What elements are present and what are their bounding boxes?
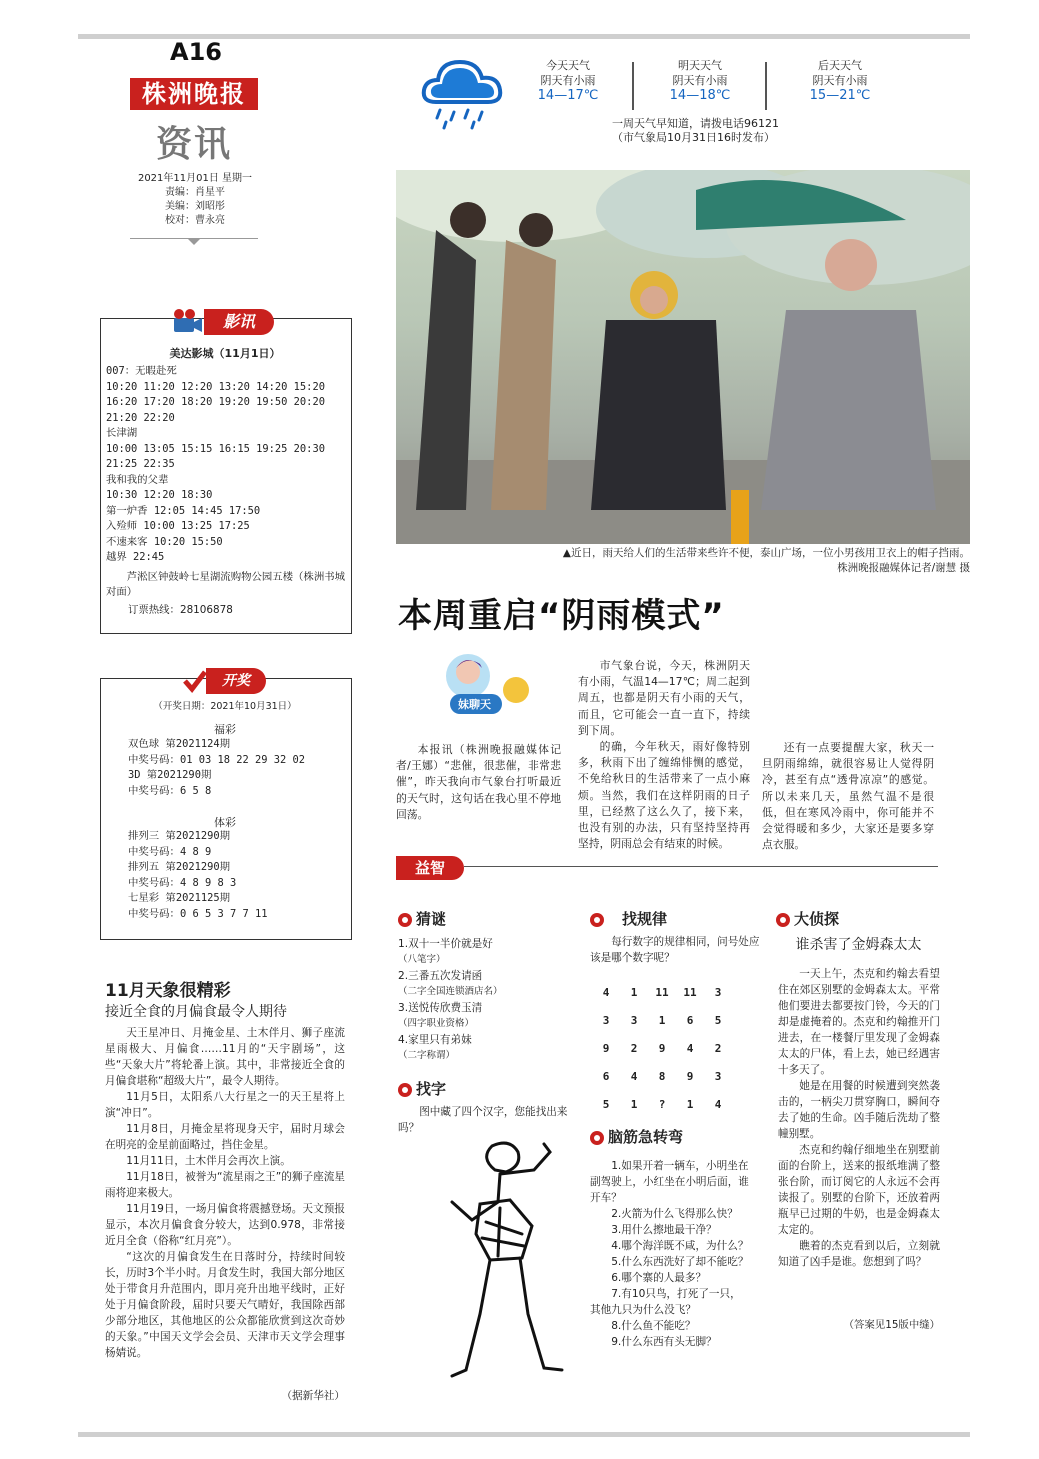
weather-temp: 15—21℃ (809, 88, 871, 103)
detective-heading (776, 908, 839, 929)
article-headline: 本周重启“阴雨模式” (398, 596, 725, 636)
lottery-line: 双色球 第2021124期 (128, 738, 230, 750)
divider-notch (187, 238, 201, 245)
grid-cell: 3 (714, 1069, 722, 1083)
showtime-line: 10:30 12:20 18:30 (106, 489, 213, 501)
cinema-label: 影讯 (204, 309, 274, 335)
article-col-2 (578, 658, 750, 852)
film-camera-icon (170, 308, 204, 336)
lottery-line: 排列五 第2021290期 (128, 861, 230, 873)
grid-cell: 6 (602, 1069, 610, 1083)
showtime-line: 长津湖 (106, 427, 138, 439)
riddles-list (398, 936, 568, 1064)
editor-credits (130, 172, 260, 228)
grid-cell: 4 (630, 1069, 638, 1083)
article-paragraph: 的确，今年秋天，雨好像特别多，秋雨下出了缠绵悱恻的感觉，不免给秋日的生活带来了一点小麻烦。当然，我们在这样阴雨的日子里，已经熬了这么久了，接下来，也没有别的办法，只有坚持坚持再坚持，阴雨总会有结束的时候。 (578, 740, 750, 851)
lottery-date: （开奖日期：2021年10月31日） (153, 701, 297, 712)
find-title: 找字 (416, 1080, 447, 1098)
divider (765, 62, 767, 110)
brain-question: 8.什么鱼不能吃？ (611, 1320, 696, 1332)
astro-paragraph: 天王星冲日、月掩金星、土木伴月、狮子座流星雨极大、月偏食……11月的“天宇剧场”，这些“天象大片”将轮番上演。其中，非常接近全食的月偏食堪称“超级大片”，最令人期待。 (105, 1027, 345, 1087)
weather-tomorrow (640, 58, 760, 103)
riddle-line: 2.三番五次发请函 (398, 970, 483, 982)
grid-cell: 11 (683, 985, 697, 999)
grid-cell: 4 (686, 1041, 694, 1055)
article-paragraph: 还有一点要提醒大家，秋天一旦阴雨绵绵，就很容易让人觉得阴冷，甚至有点“透骨凉凉”的感觉。所以未来几天，虽然气温不是很低，但在寒风冷雨中，你可能并不会觉得暖和多少，大家还是要多穿点衣服。 (762, 741, 934, 852)
weather-hotline (612, 117, 779, 145)
issue-date: 2021年11月01日 星期一 (137, 173, 253, 184)
grid-row (592, 1062, 732, 1090)
hidden-characters-figure (440, 1138, 570, 1408)
astro-title: 11月天象很精彩 (105, 981, 231, 1001)
weather-source: （市气象局10月31日16时发布） (612, 131, 775, 144)
brain-question: 6.哪个寨的人最多？ (611, 1272, 707, 1284)
showtime-line: 第一炉香 12:05 14:45 17:50 (106, 504, 261, 517)
grid-cell: 1 (630, 985, 638, 999)
grid-cell: 1 (686, 1097, 694, 1111)
column-name: 妹聊天 (458, 698, 491, 711)
astro-source: （据新华社） (281, 1390, 345, 1402)
detective-paragraph: 瞧着的杰克看到以后，立刻就知道了凶手是谁。您想到了吗？ (778, 1240, 940, 1268)
lottery-line: 中奖号码：4 8 9 (128, 845, 212, 858)
grid-row (592, 1090, 732, 1118)
brain-heading (590, 1126, 683, 1147)
hotline-text: 一周天气早知道，请拨电话96121 (612, 117, 779, 130)
brain-question: 1.如果开着一辆车，小明坐在副驾驶上，小红坐在小明后面，谁开车？ (590, 1160, 749, 1204)
proofreader: 校对：曹永亮 (165, 215, 225, 226)
showtime-line: 10:20 11:20 12:20 13:20 14:20 15:20 (106, 380, 325, 393)
cinema-header (170, 306, 280, 338)
article-col-1 (396, 742, 561, 823)
article-paragraph: 市气象台说，今天，株洲阴天有小雨，气温14—17℃；周二起到周五，也都是阴天有小雨的天气，而且，它可能会一直一直下，持续到下周。 (578, 659, 750, 737)
lottery-line: 3D 第2021290期 (128, 769, 212, 781)
brain-list (590, 1158, 750, 1350)
lottery-line: 中奖号码：0 6 5 3 7 7 11 (128, 907, 268, 920)
grid-cell: 4 (602, 985, 610, 999)
fucai-results (128, 737, 348, 799)
showtime-line: 入殓师 10:00 13:25 17:25 (106, 520, 250, 532)
newspaper-logo: 株洲晚报 (130, 78, 258, 110)
article-paragraph: 本报讯（株洲晚报融媒体记者/王娜）“悲催，很悲催，非常悲催”，昨天我向市气象台打听最近的天气时，这句话在我心里不停地回荡。 (396, 743, 561, 821)
grid-cell: 3 (714, 985, 722, 999)
showtime-line: 10:00 13:05 15:15 16:15 19:25 20:30 (106, 442, 325, 455)
pattern-heading (590, 908, 667, 929)
lottery-fucai: 福彩 (214, 723, 236, 736)
astro-paragraph: 11月11日，土木伴月会再次上演。 (126, 1155, 291, 1167)
showtime-line: 21:20 22:20 (106, 411, 175, 424)
riddles-heading (398, 908, 446, 929)
divider (632, 62, 634, 110)
grid-cell: 5 (714, 1013, 722, 1027)
puzzle-label: 益智 (396, 856, 464, 880)
grid-row (592, 1006, 732, 1034)
bullet-icon (398, 913, 412, 927)
lottery-line: 排列三 第2021290期 (128, 830, 230, 842)
showtime-line: 21:25 22:35 (106, 458, 175, 470)
find-heading (398, 1078, 446, 1099)
grid-cell: 2 (630, 1041, 638, 1055)
ticai-results (128, 829, 348, 922)
astro-paragraph: 11月18日，被誉为“流星雨之王”的狮子座流星雨将迎来极大。 (105, 1171, 345, 1199)
detective-paragraph: 杰克和约翰仔细地坐在别墅前面的台阶上，送来的报纸堆满了整张台阶，而订阅它的人永远不会再读报了。别墅的台阶下，还放着两瓶早已过期的牛奶，也是金姆森太太定的。 (778, 1144, 940, 1236)
bullet-icon (398, 1083, 412, 1097)
brain-title: 脑筋急转弯 (608, 1128, 684, 1146)
detective-subtitle: 谁杀害了金姆森太太 (795, 937, 922, 953)
news-photo (396, 170, 970, 544)
weather-after (780, 58, 900, 103)
weather-desc: 阴天有小雨 (540, 74, 596, 87)
grid-cell: 9 (602, 1041, 610, 1055)
showtime-line: 我和我的父辈 (106, 473, 169, 486)
lottery-line: 中奖号码：4 8 9 8 3 (128, 876, 237, 889)
grid-row (592, 978, 732, 1006)
weather-temp: 14—17℃ (537, 88, 599, 103)
brain-question: 9.什么东西有头无脚？ (611, 1336, 717, 1348)
answer-note: （答案见15版中缝） (843, 1319, 940, 1331)
showtimes (106, 364, 348, 566)
astro-body (105, 1025, 345, 1361)
divider (464, 866, 938, 867)
detective-body (778, 966, 940, 1270)
bottom-rule (78, 1432, 970, 1437)
editor: 责编：肖星平 (165, 187, 225, 198)
detective-paragraph: 她是在用餐的时候遭到突然袭击的，一柄尖刀贯穿胸口，瞬间夺去了她的生命。凶手随后洗劫了整幢别墅。 (778, 1080, 940, 1140)
riddle-line: 4.家里只有弟妹 (398, 1034, 472, 1046)
bullet-icon (590, 1131, 604, 1145)
photo-credit: 株洲晚报融媒体记者/谢慧 摄 (837, 562, 970, 574)
weather-temp: 14—18℃ (669, 88, 731, 103)
brain-question: 7.有10只鸟，打死了一只，其他九只为什么没飞？ (590, 1288, 741, 1316)
bullet-icon (590, 913, 604, 927)
weather-desc: 阴天有小雨 (812, 74, 868, 87)
grid-cell: 3 (630, 1013, 638, 1027)
grid-cell: 1 (658, 1013, 666, 1027)
grid-cell: 11 (655, 985, 669, 999)
lottery-line: 中奖号码：01 03 18 22 29 32 02 (128, 753, 306, 766)
showtime-line: 越界 22:45 (106, 551, 165, 563)
lottery-line: 中奖号码：6 5 8 (128, 784, 212, 797)
grid-cell: 3 (602, 1013, 610, 1027)
astro-paragraph: 11月8日，月掩金星将现身天宇，届时月球会在明亮的金星前面略过，挡住金星。 (105, 1123, 345, 1151)
bullet-icon (776, 913, 790, 927)
astro-paragraph: 11月19日，一场月偏食将震撼登场。天文预报显示，本次月偏食食分较大，达到0.978，非常接近月全食（俗称“红月亮”）。 (105, 1203, 345, 1247)
find-text: 图中藏了四个汉字，您能找出来吗？ (398, 1106, 568, 1134)
riddle-line: （八笔字） (398, 954, 446, 965)
brain-question: 4.哪个海洋既不咸，为什么？ (611, 1240, 749, 1252)
cinema-address: 芦淞区钟鼓岭七星湖流购物公园五楼（株洲书城对面） (106, 571, 345, 598)
brain-question: 5.什么东西洗好了却不能吃？ (611, 1256, 749, 1268)
riddle-line: （二字称谓） (398, 1050, 456, 1061)
lottery-line: 七星彩 第2021125期 (128, 892, 230, 904)
riddle-line: （四字职业资格） (398, 1018, 475, 1029)
brain-question: 2.火箭为什么飞得那么快？ (611, 1208, 738, 1220)
weather-label: 后天天气 (818, 59, 862, 72)
page-number: A16 (170, 38, 222, 66)
pattern-title: 找规律 (622, 910, 668, 928)
riddle-line: 3.送悦传欣费玉清 (398, 1002, 483, 1014)
showtime-line: 007：无暇赴死 (106, 365, 177, 377)
grid-cell: 4 (714, 1097, 722, 1111)
riddles-title: 猜谜 (416, 910, 447, 928)
column-badge (420, 650, 530, 722)
checkmark-icon (182, 668, 208, 694)
lottery-label: 开奖 (206, 668, 266, 694)
brain-question: 3.用什么擦地最干净？ (611, 1224, 717, 1236)
rain-cloud-icon (418, 52, 508, 132)
pattern-text: 每行数字的规律相同，问号处应该是哪个数字呢？ (590, 936, 760, 964)
grid-cell: 9 (658, 1041, 666, 1055)
number-grid (592, 978, 732, 1118)
grid-row (592, 1034, 732, 1062)
weather-desc: 阴天有小雨 (672, 74, 728, 87)
grid-cell: 6 (686, 1013, 694, 1027)
astro-paragraph: 11月5日，太阳系八大行星之一的天王星将上演“冲日”。 (105, 1091, 345, 1119)
grid-cell: 2 (714, 1041, 722, 1055)
astro-subtitle: 接近全食的月偏食最令人期待 (105, 1004, 287, 1020)
detective-title: 大侦探 (794, 910, 840, 928)
designer: 美编：刘昭彤 (165, 201, 225, 212)
weather-today (508, 58, 628, 103)
caption-text: ▲近日，雨天给人们的生活带来些许不便，泰山广场，一位小男孩用卫衣上的帽子挡雨。 (562, 547, 970, 559)
lottery-ticai: 体彩 (214, 816, 236, 829)
riddle-line: （二字全国连锁酒店名） (398, 986, 503, 997)
grid-cell: ? (658, 1097, 666, 1111)
photo-caption (520, 546, 970, 576)
grid-cell: 1 (630, 1097, 638, 1111)
cinema-title: 美达影城（11月1日） (169, 347, 281, 360)
lottery-header (182, 666, 272, 696)
weather-label: 明天天气 (678, 59, 722, 72)
grid-cell: 8 (658, 1069, 666, 1083)
showtime-line: 不速来客 10:20 15:50 (106, 535, 223, 548)
astro-paragraph: “这次的月偏食发生在日落时分，持续时间较长，历时3个半小时。月食发生时，我国大部分地区处于带食月升范围内，即月亮升出地平线时，正好处于月偏食阶段，届时只要天气晴好，我国除西部少部分地区，其他地区的公众都能欣赏到这次奇妙的天象。”中国天文学会会员、天津市天文学会理事杨婧说。 (105, 1251, 345, 1359)
grid-cell: 5 (602, 1097, 610, 1111)
article-col-3 (762, 740, 934, 853)
photo-illustration (396, 170, 970, 544)
cinema-hotline: 订票热线：28106878 (128, 604, 233, 616)
riddle-line: 1.双十一半价就是好 (398, 938, 493, 950)
weather-label: 今天天气 (546, 59, 590, 72)
grid-cell: 9 (686, 1069, 694, 1083)
section-title: 资讯 (156, 123, 233, 165)
showtime-line: 16:20 17:20 18:20 19:20 19:50 20:20 (106, 396, 325, 408)
detective-paragraph: 一天上午，杰克和约翰去看望住在郊区别墅的金姆森太太。平常他们要进去都要按门铃，今天的门却是虚掩着的。杰克和约翰推开门进去，在一楼餐厅里发现了金姆森太太的尸体，看上去，她已经遇害十多天了。 (778, 968, 940, 1076)
